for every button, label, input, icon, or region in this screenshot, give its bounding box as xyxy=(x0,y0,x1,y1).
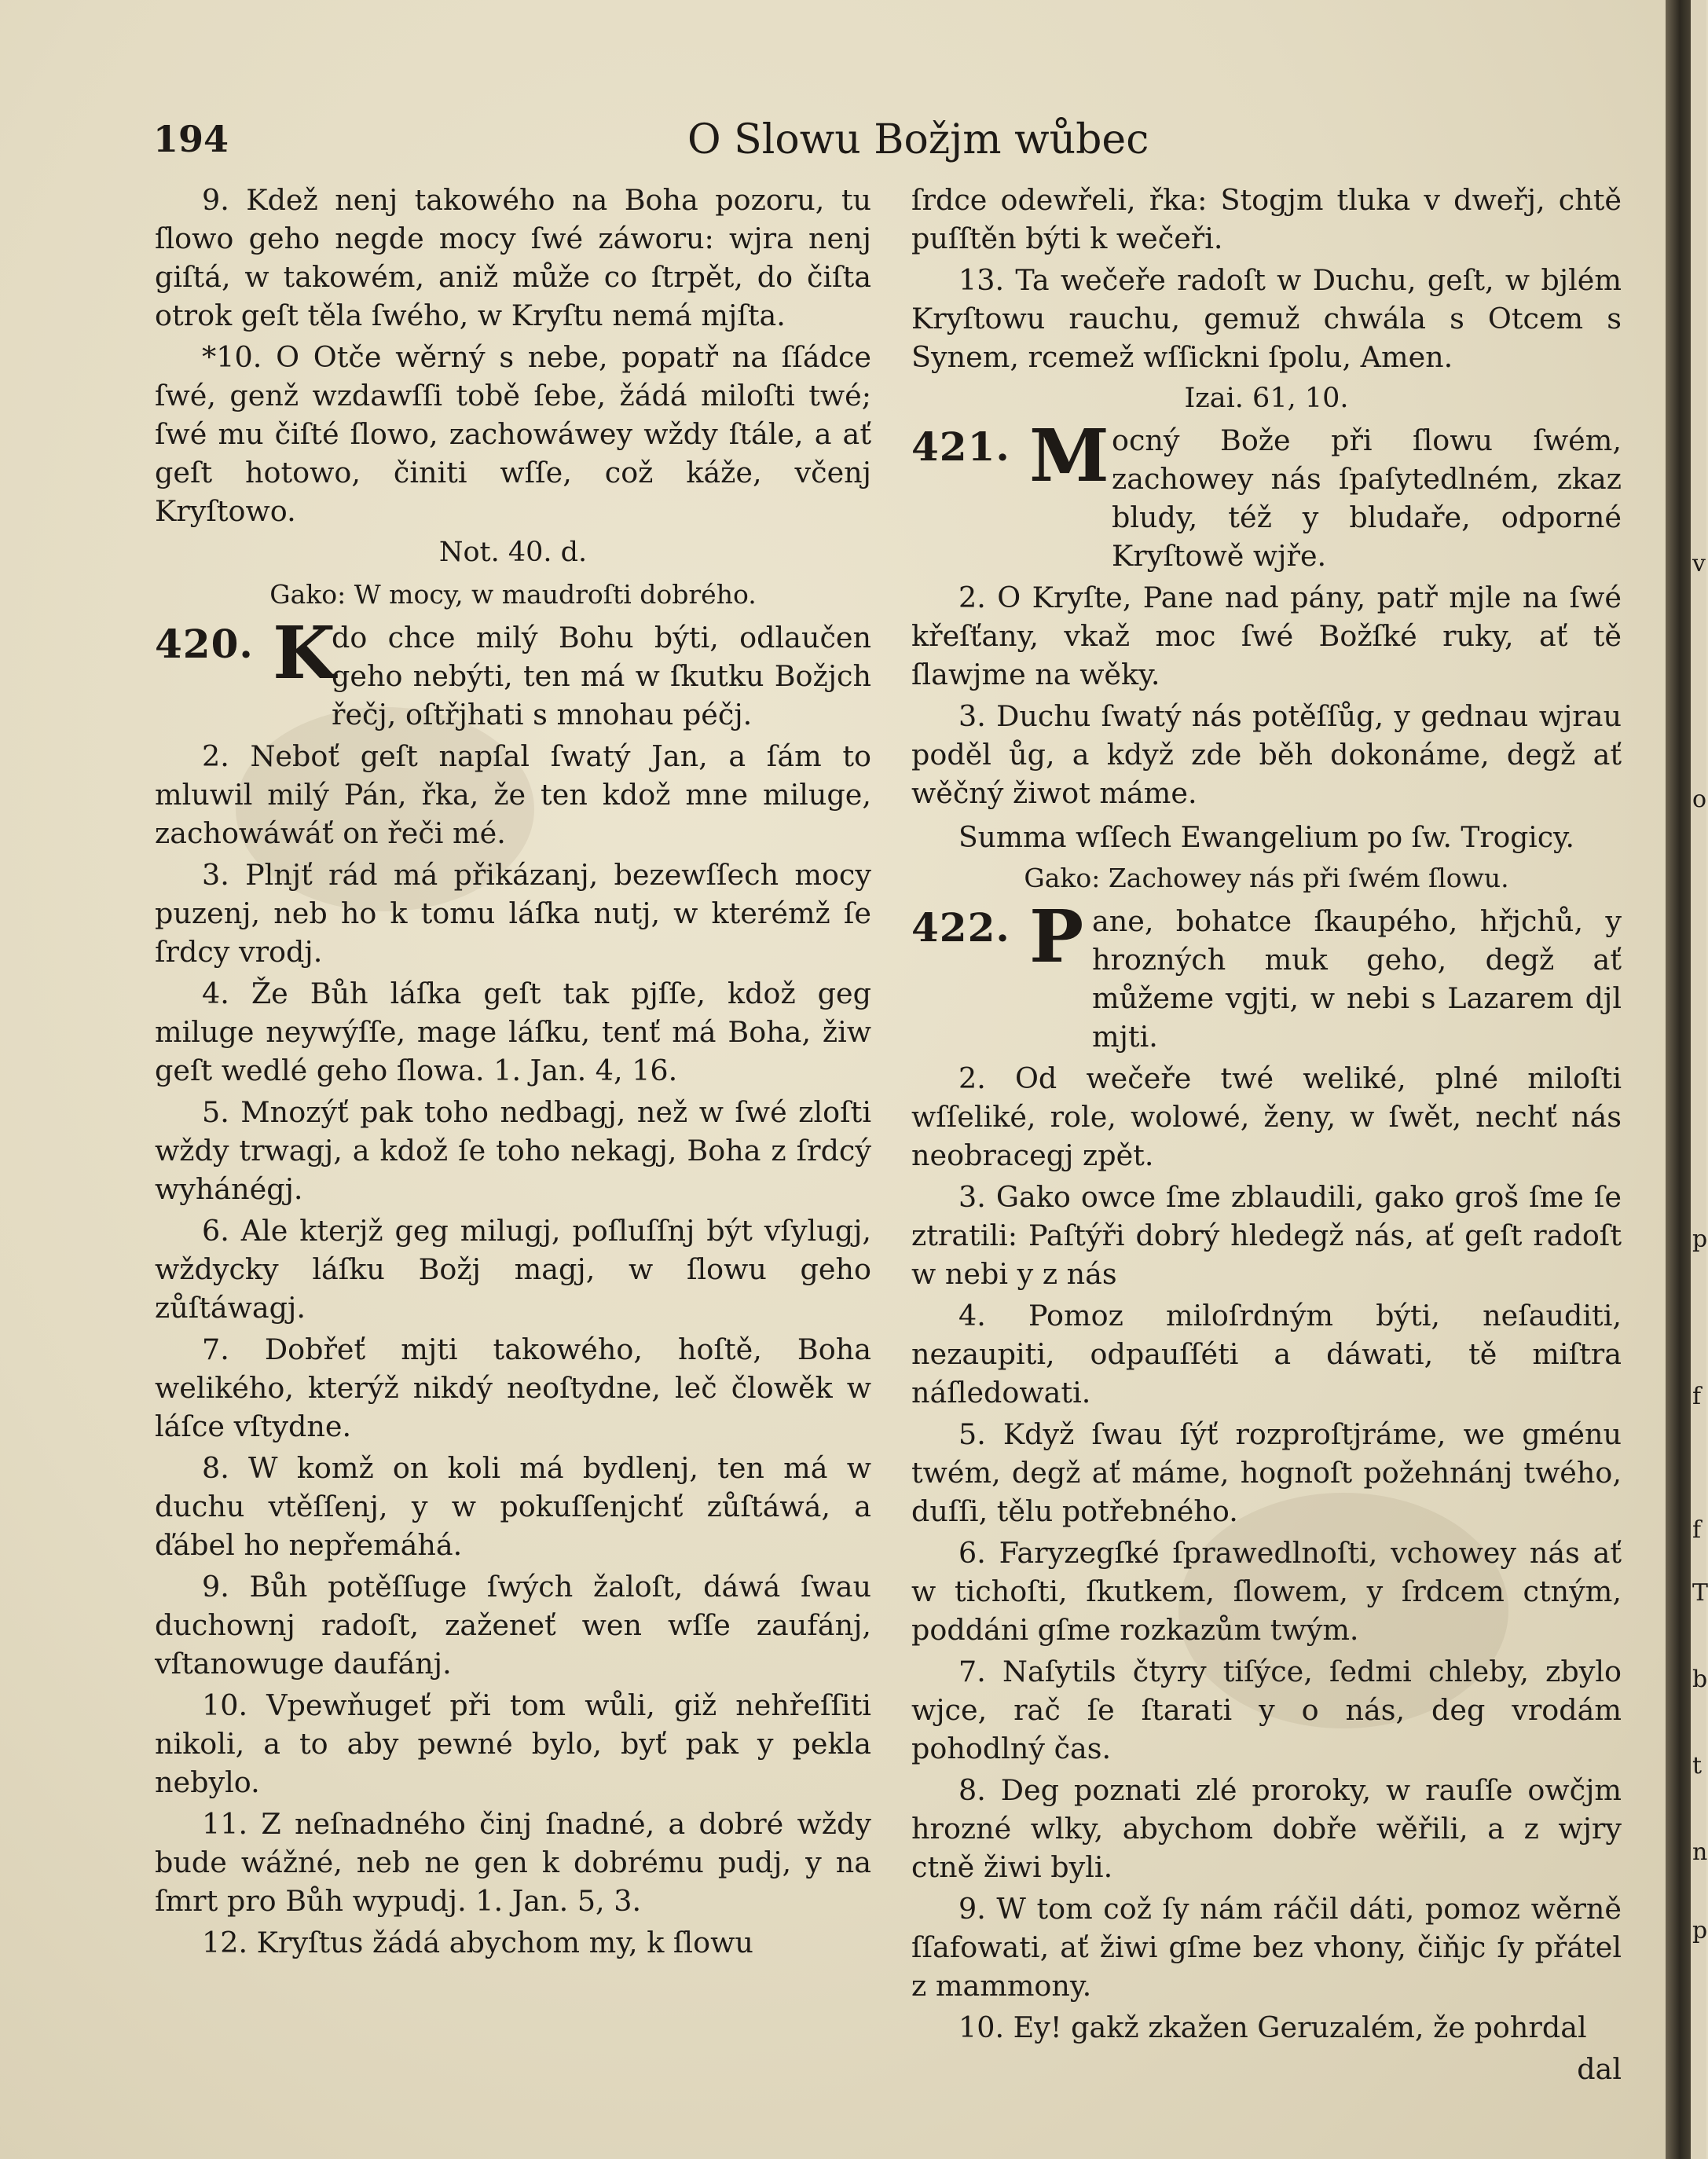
hymn-first-stanza: ocný Bože při ſlowu ſwém, zachowey nás ſpaſytedlném, zkaz bludy, též y bludaře, odporné Kryſtowě wjře. xyxy=(1112,423,1622,573)
facing-page-letter: p xyxy=(1692,1917,1708,1945)
stanza: 8. W komž on koli má bydlenj, ten má w duchu vtěſſenj, y w pokuſſenjchť zůſtáwá, a ďábel ho nepřemáhá. xyxy=(155,1451,871,1562)
stanza: 2. Neboť geſt napſal ſwatý Jan, a ſám to mluwil milý Pán, řka, že ten kdož mne miluge, zachowáwáť on řeči mé. xyxy=(155,739,871,850)
hymn-first-stanza: do chce milý Bohu býti, odlaučen geho nebýti, ten má w ſkutku Božjch řečj, oſtřjhati s mnohau péčj. xyxy=(332,621,871,731)
stanza: 10. Vpewňugeť při tom wůli, giž nehřeſſiti nikoli, a to aby pewné bylo, byť pak y pekla nebylo. xyxy=(155,1688,871,1799)
scripture-reference: Izai. 61, 10. xyxy=(1184,383,1349,414)
facing-page-letter: n xyxy=(1692,1838,1708,1866)
tune-reference: Gako: W mocy, w maudroſti dobrého. xyxy=(269,579,757,610)
stanza: 10. Ey! gakž zkažen Geruzalém, že pohrdal xyxy=(958,2011,1587,2044)
hymn-421-start xyxy=(911,413,1622,575)
hymn-number: 420. xyxy=(155,621,254,667)
hymn-number: 421. xyxy=(911,423,1010,470)
stanza: 13. Ta wečeře radoſt w Duchu, geſt, w bjlém Kryſtowu rauchu, gemuž chwála s Otcem s Synem, rcemež wſſickni ſpolu, Amen. xyxy=(911,263,1622,374)
facing-page-letter: f xyxy=(1692,1383,1702,1410)
facing-page-letter: o xyxy=(1692,786,1707,813)
stanza: 2. O Kryſte, Pane nad pány, patř mjle na ſwé křeſťany, vkaž moc ſwé Božſké ruky, ať tě ſlawjme na wěky. xyxy=(911,581,1622,691)
facing-page-edge xyxy=(1691,0,1706,2159)
right-column xyxy=(911,181,1622,2088)
facing-page-letter: f xyxy=(1692,1516,1702,1544)
stanza-continuation: ſrdce odewřeli, řka: Stogjm tluka v dweřj, chtě puſſtěn býti k wečeři. xyxy=(911,183,1622,255)
running-title: O Slowu Božjm wůbec xyxy=(687,116,1149,163)
stanza: 4. Pomoz miloſrdným býti, neſauditi, nezaupiti, odpauſſéti a dáwati, tě miſtra náſledowati. xyxy=(911,1299,1622,1409)
drop-capital: K xyxy=(273,610,335,695)
stanza: 2. Od wečeře twé weliké, plné miloſti wſſeliké, role, wolowé, ženy, w ſwět, nechť nás neobracegj zpět. xyxy=(911,1061,1622,1172)
stanza: 3. Duchu ſwatý nás potěſſůg, y gednau wjrau poděl ůg, a když zde běh dokonáme, degž ať wěčný žiwot máme. xyxy=(911,699,1622,810)
drop-capital: P xyxy=(1029,894,1084,979)
left-column xyxy=(155,181,871,1965)
catchword: dal xyxy=(1577,2052,1622,2086)
facing-page-letter: t xyxy=(1692,1752,1703,1780)
page-header xyxy=(153,116,1149,173)
drop-capital: M xyxy=(1029,413,1109,498)
hymn-first-stanza: ane, bohatce ſkaupého, hřjchů, y hrozných muk geho, degž ať můžeme vgjti, w nebi s Lazarem djl mjti. xyxy=(1092,904,1622,1054)
stanza: *10. O Otče wěrný s nebe, popatř na ſſádce ſwé, genž wzdawſſi tobě ſebe, žádá miloſti twé; ſwé mu čiſté ſlowo, zachowáwey wždy ſtále, a ať geſt hotowo, činiti wſſe, což káže, včenj Kryſtowo. xyxy=(155,340,871,528)
stanza: 7. Dobřeť mjti takowého, hoſtě, Boha welikého, kterýž nikdý neoſtydne, leč člowěk w láſce vſtydne. xyxy=(155,1332,871,1443)
stanza: 7. Naſytils čtyry tiſýce, ſedmi chleby, zbylo wjce, rač ſe ſtarati y o nás, deg vrodám pohodlný čas. xyxy=(911,1655,1622,1765)
stanza: 3. Gako owce ſme zblaudili, gako groš ſme ſe ztratili: Paſtýři dobrý hledegž nás, ať geſt radoſt w nebi y z nás xyxy=(911,1180,1622,1291)
tune-reference: Gako: Zachowey nás při ſwém ſlowu. xyxy=(1024,863,1509,893)
stanza: 9. W tom což ſy nám ráčil dáti, pomoz wěrně ſſafowati, ať žiwi gſme bez vhony, čiňjc ſy přátel z mammony. xyxy=(911,1892,1622,2003)
page-number: 194 xyxy=(153,118,229,160)
hymn-420-start xyxy=(155,610,871,734)
facing-page-letter: p xyxy=(1692,1226,1708,1253)
stanza: 11. Z neſnadného činj ſnadné, a dobré wždy bude wážné, neb ne gen k dobrému pudj, y na ſmrt pro Bůh wypudj. 1. Jan. 5, 3. xyxy=(155,1807,871,1918)
section-heading: Summa wſſech Ewangelium po ſw. Trogicy. xyxy=(958,822,1574,854)
hymn-number: 422. xyxy=(911,904,1010,951)
hymn-422-start xyxy=(911,894,1622,1056)
facing-page-letter: b xyxy=(1692,1666,1708,1693)
stanza: 8. Deg poznati zlé proroky, w rauſſe owčjm hrozné wlky, abychom dobře wěřili, a z wjry ctně žiwi byli. xyxy=(911,1773,1622,1884)
stanza: 3. Plnjť rád má přikázanj, bezewſſech mocy puzenj, neb ho k tomu láſka nutj, w kterémž ſe ſrdcy vrodj. xyxy=(155,858,871,969)
stanza: 9. Bůh potěſſuge ſwých žaloſt, dáwá ſwau duchownj radoſt, zaženeť wen wſſe zaufánj, vſtanowuge daufánj. xyxy=(155,1570,871,1681)
facing-page-letter: T xyxy=(1692,1579,1708,1607)
melody-note: Not. 40. d. xyxy=(438,537,588,568)
stanza: 6. Ale kterjž geg milugj, poſluſſnj být vſylugj, wždycky láſku Božj magj, w ſlowu geho zůſtáwagj. xyxy=(155,1214,871,1325)
stanza: 12. Kryſtus žádá abychom my, k ſlowu xyxy=(202,1926,753,1959)
stanza: 5. Když ſwau ſýť rozproſtjráme, we gménu twém, degž ať máme, hognoſt požehnánj twého, duſſi, tělu potřebného. xyxy=(911,1417,1622,1528)
stanza: 6. Faryzegſké ſprawedlnoſti, vchowey nás ať w tichoſti, ſkutkem, ſlowem, y ſrdcem ctným, poddáni gſme rozkazům twým. xyxy=(911,1536,1622,1647)
stanza: 4. Že Bůh láſka geſt tak pjſſe, kdož geg miluge neywýſſe, mage láſku, tenť má Boha, žiw geſt wedlé geho ſlowa. 1. Jan. 4, 16. xyxy=(155,977,871,1087)
facing-page-letter: v xyxy=(1692,550,1706,577)
stanza: 9. Kdež nenj takowého na Boha pozoru, tu ſlowo geho negde mocy ſwé záworu: wjra nenj giſtá, w takowém, aniž může co ſtrpět, do čiſta otrok geſt těla ſwého, w Kryſtu nemá mjſta. xyxy=(155,183,871,332)
stanza: 5. Mnozýť pak toho nedbagj, než w ſwé zloſti wždy trwagj, a kdož ſe toho nekagj, Boha z ſrdcý wyhánégj. xyxy=(155,1095,871,1206)
